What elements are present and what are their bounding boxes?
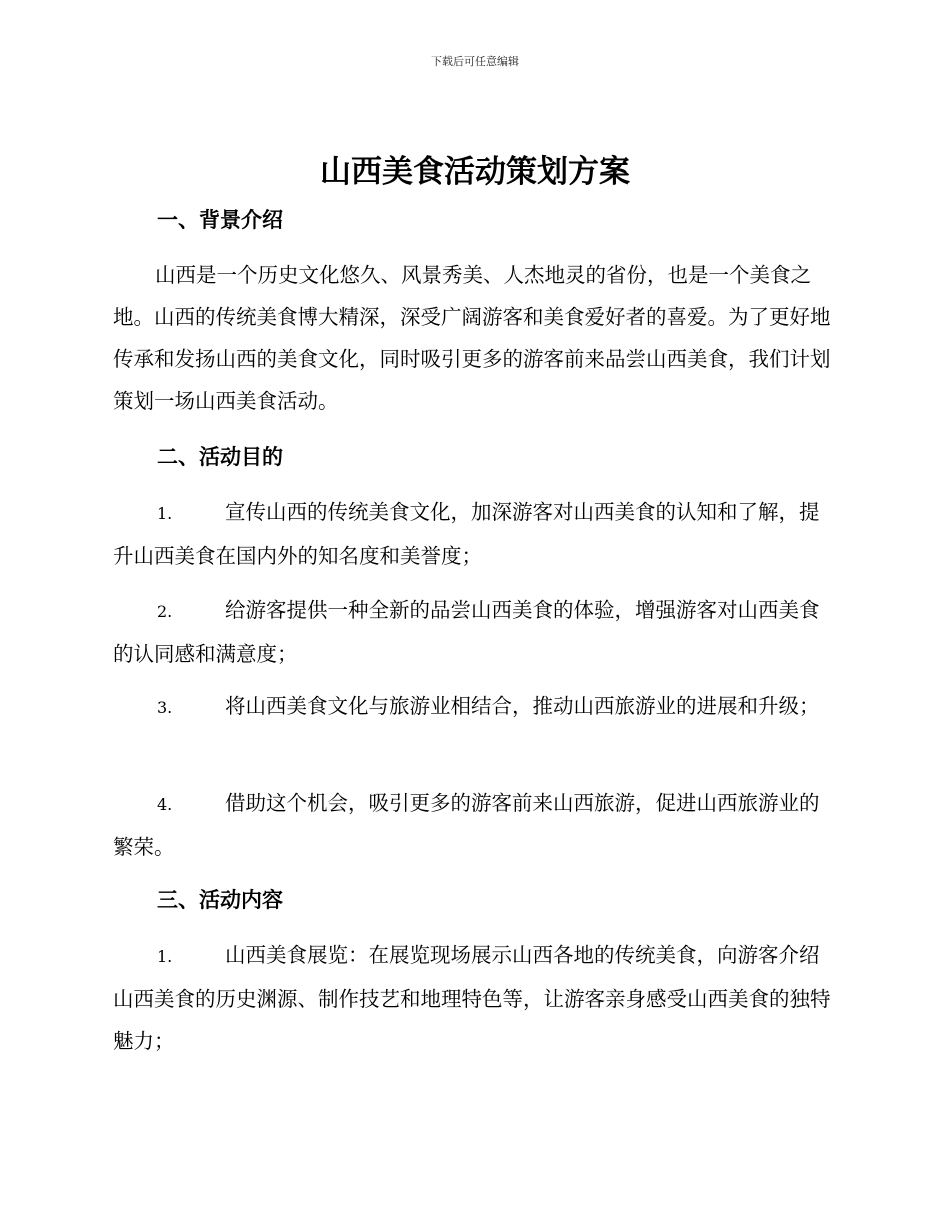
- list-item-number: 1.: [157, 947, 173, 966]
- list-item-text: 宣传山西的传统美食文化，加深游客对山西美食的认知和了解，提升山西美食在国内外的知名度和美誉度；: [113, 500, 820, 568]
- list-item-number: 4.: [157, 795, 173, 814]
- list-item: [113, 589, 837, 675]
- list-item: [113, 685, 837, 729]
- list-item-text: 将山西美食文化与旅游业相结合，推动山西旅游业的进展和升级；: [225, 694, 820, 718]
- list-item: [113, 934, 837, 1062]
- section-heading-background: 一、背景介绍: [157, 208, 283, 232]
- document-title: 山西美食活动策划方案: [320, 154, 630, 190]
- header-note: 下载后可任意编辑: [431, 55, 519, 68]
- list-item-text: 山西美食展览：在展览现场展示山西各地的传统美食，向游客介绍山西美食的历史渊源、制作技艺和地理特色等，让游客亲身感受山西美食的独特魅力；: [113, 943, 831, 1053]
- list-item-number: 1.: [157, 504, 173, 523]
- list-item-text: 借助这个机会，吸引更多的游客前来山西旅游，促进山西旅游业的繁荣。: [113, 791, 820, 859]
- list-item: [113, 491, 837, 577]
- list-item-number: 2.: [157, 602, 173, 621]
- background-paragraph: 山西是一个历史文化悠久、风景秀美、人杰地灵的省份，也是一个美食之地。山西的传统美食博大精深，深受广阔游客和美食爱好者的喜爱。为了更好地传承和发扬山西的美食文化，同时吸引更多的游客前来品尝山西美食，我们计划策划一场山西美食活动。: [113, 263, 831, 413]
- section-heading-content: 三、活动内容: [157, 888, 283, 912]
- list-item: [113, 782, 837, 868]
- list-item-number: 3.: [157, 698, 173, 717]
- section-heading-purpose: 二、活动目的: [157, 445, 283, 469]
- list-item-text: 给游客提供一种全新的品尝山西美食的体验，增强游客对山西美食的认同感和满意度；: [113, 598, 820, 666]
